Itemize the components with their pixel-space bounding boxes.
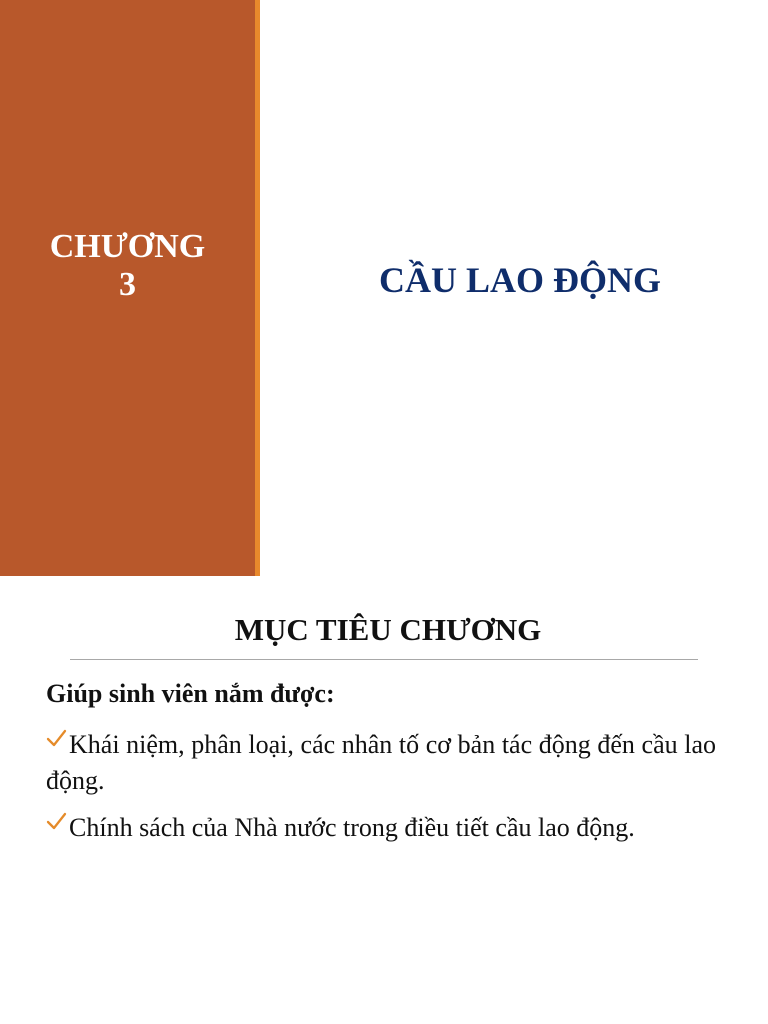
objective-text: Chính sách của Nhà nước trong điều tiết cầu lao động.	[69, 813, 635, 842]
objectives-intro: Giúp sinh viên nắm được:	[46, 679, 335, 708]
objectives-list	[46, 727, 716, 857]
chapter-title: CẦU LAO ĐỘNG	[378, 260, 661, 300]
chapter-number: 3	[119, 266, 136, 303]
objectives-title: MỤC TIÊU CHƯƠNG	[234, 612, 542, 647]
title-divider	[70, 659, 698, 660]
chapter-label-word: CHƯƠNG	[49, 228, 206, 265]
objective-item	[46, 810, 716, 846]
chapter-label	[0, 228, 255, 304]
objective-text: Khái niệm, phân loại, các nhân tố cơ bản tác động đến cầu lao động.	[46, 730, 716, 795]
objective-item	[46, 727, 716, 799]
checkmark-icon	[46, 729, 67, 749]
chapter-objectives-slide	[0, 576, 768, 1024]
checkmark-icon	[46, 812, 67, 832]
